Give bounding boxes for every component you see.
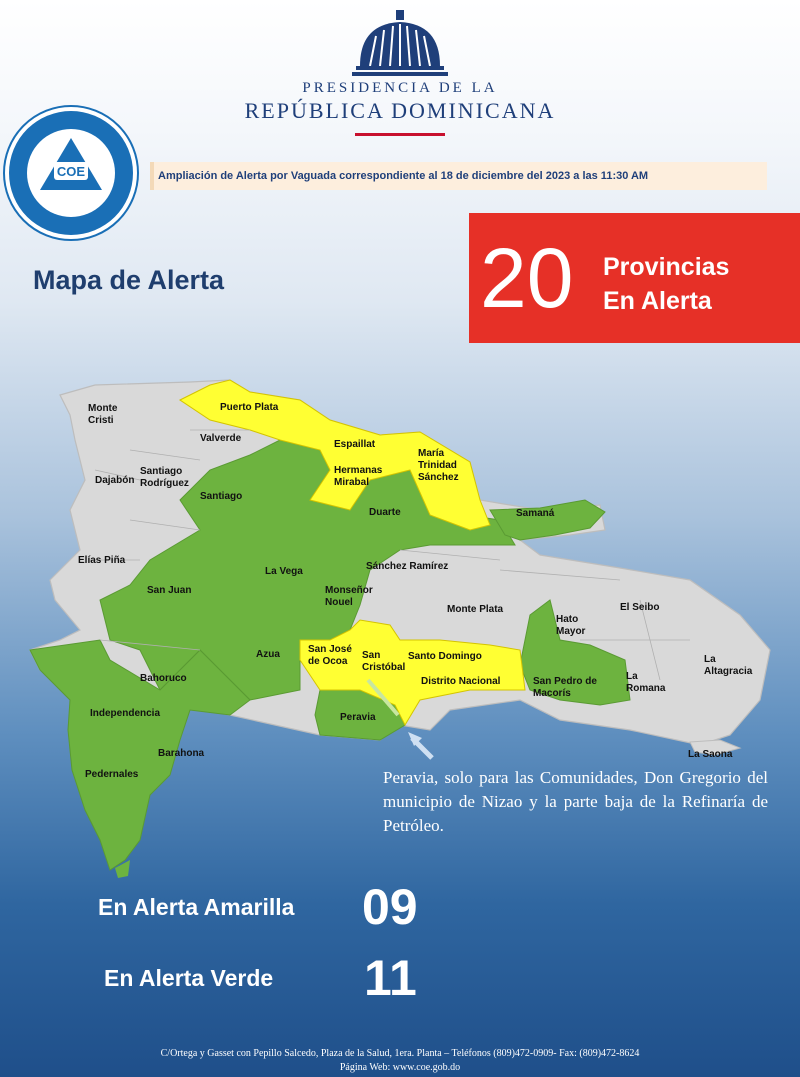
province-label: Santo Domingo xyxy=(408,651,482,662)
province-label: Monseñor Nouel xyxy=(325,585,373,608)
province-label: Santiago xyxy=(200,491,243,502)
province-label: La Altagracia xyxy=(704,654,753,677)
alerta-amarilla-label: En Alerta Amarilla xyxy=(98,894,295,920)
province-label: Pedernales xyxy=(85,769,139,780)
header-presidencia-line: PRESIDENCIA DE LA xyxy=(302,80,498,96)
province-label: Elías Piña xyxy=(78,555,126,566)
province-label: San José de Ocoa xyxy=(308,644,352,667)
peravia-note: Peravia, solo para las Comunidades, Don Gregorio del municipio de Nizao y la parte baja de la Refinaría de Petróleo. xyxy=(383,768,768,835)
svg-text:COE: COE xyxy=(56,164,86,179)
province-label: El Seibo xyxy=(620,602,660,613)
footer-address: C/Ortega y Gasset con Pepillo Salcedo, Plaza de la Salud, 1era. Planta – Teléfonos (809)472-0909- Fax: (809)472-8624 xyxy=(160,1048,640,1059)
province-label: Hato Mayor xyxy=(556,614,586,637)
province-label: Peravia xyxy=(340,712,376,723)
province-label: La Romana xyxy=(626,671,666,694)
province-label: Sánchez Ramírez xyxy=(366,561,449,572)
map-title: Mapa de Alerta xyxy=(33,265,225,295)
province-label: Valverde xyxy=(200,433,242,444)
province-label: La Saona xyxy=(688,749,733,760)
province-label: Monte Plata xyxy=(447,604,504,615)
province-label: La Vega xyxy=(265,566,303,577)
provinces-count: 20 xyxy=(480,231,574,325)
header-republica-line: REPÚBLICA DOMINICANA xyxy=(244,98,556,123)
province-label: Monte Cristi xyxy=(88,403,118,426)
province-label: Santiago Rodríguez xyxy=(140,466,189,489)
province-label: Puerto Plata xyxy=(220,402,279,413)
province-label: Independencia xyxy=(90,708,161,719)
province-label: San Pedro de Macorís xyxy=(533,676,597,699)
province-label: Hermanas Mirabal xyxy=(334,465,383,488)
province-label: Duarte xyxy=(369,507,401,518)
province-label: Distrito Nacional xyxy=(421,676,501,687)
province-label: Espaillat xyxy=(334,439,376,450)
province-label: Bahoruco xyxy=(140,673,187,684)
alert-banner-text: Ampliación de Alerta por Vaguada correspondiente al 18 de diciembre del 2023 a las 11:30 AM xyxy=(158,170,649,182)
province-label: María Trinidad Sánchez xyxy=(418,448,459,483)
province-label: Azua xyxy=(256,649,280,660)
provinces-count-label-2: En Alerta xyxy=(603,287,712,315)
province-label: San Juan xyxy=(147,585,192,596)
province-label: Dajabón xyxy=(95,475,135,486)
alerta-verde-count: 11 xyxy=(364,950,417,1006)
alerta-verde-label: En Alerta Verde xyxy=(104,965,274,991)
footer-website: Página Web: www.coe.gob.do xyxy=(339,1062,461,1073)
province-label: Barahona xyxy=(158,748,205,759)
province-label: Samaná xyxy=(516,508,555,519)
provinces-count-label-1: Provincias xyxy=(603,253,730,281)
alerta-amarilla-count: 09 xyxy=(362,879,418,935)
province-label: San Cristóbal xyxy=(362,650,406,673)
